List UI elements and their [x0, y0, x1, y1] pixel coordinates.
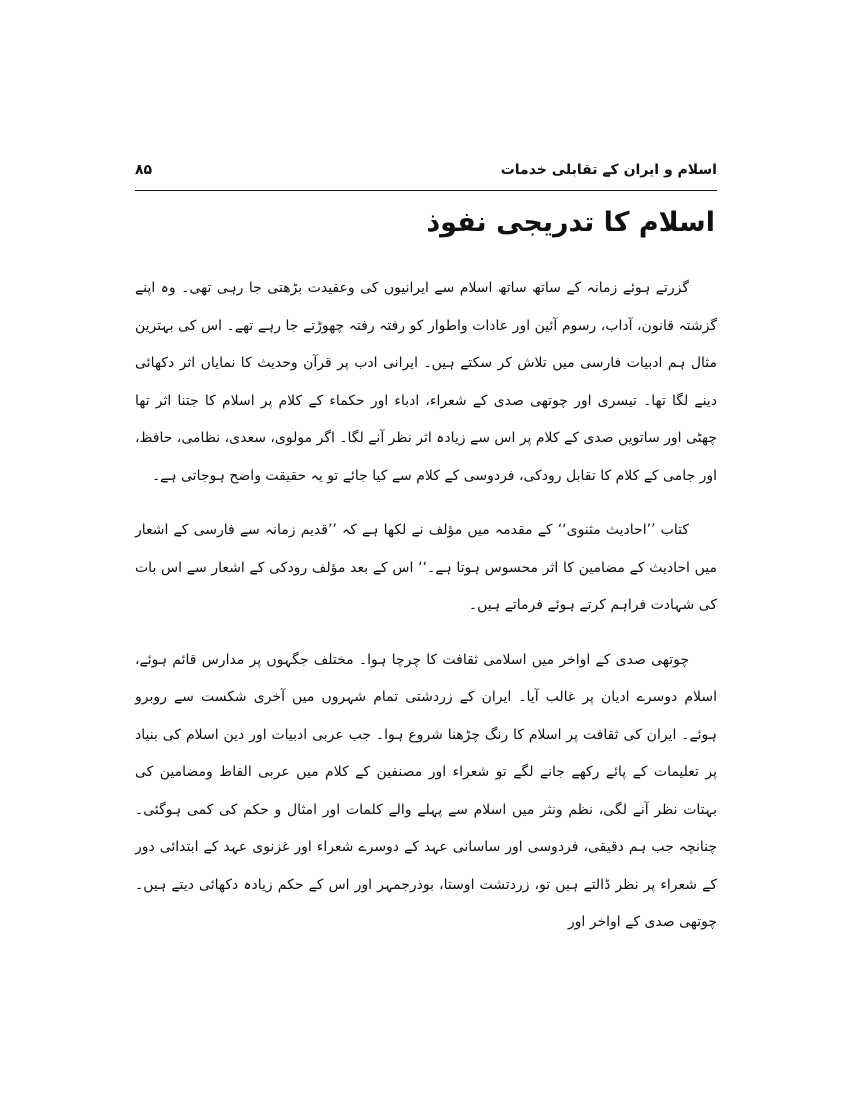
header-rule: [135, 190, 717, 191]
running-header: [135, 160, 717, 188]
paragraph-3: چوتھی صدی کے اواخر میں اسلامی ثقافت کا چرچا ہوا۔ مختلف جگہوں پر مدارس قائم ہوئے، اسلام دوسرے ادیان پر غالب آیا۔ ایران کے زردشتی تمام شہروں میں آخری شکست سے روبرو ہوئے۔ ایران کی ثقافت پر اسلام کا رنگ چڑھنا شروع ہوا۔ جب عربی ادبیات اور دین اسلام کی بنیاد پر تعلیمات کے پائے رکھے جانے لگے تو شعراء اور مصنفین کے کلام میں عربی الفاظ ومضامین کی بہتات نظر آنے لگی، نظم ونثر میں اسلام سے پہلے والے کلمات اور امثال و حکم کی کمی ہوگئی۔ چنانچہ جب ہم دقیقی، فردوسی اور ساسانی عہد کے دوسرے شعراء اور غزنوی عہد کے ابتدائی دور کے شعراء پر نظر ڈالتے ہیں تو، زردتشت اوستا، بوذرجمہر اور اس کے حکم زیادہ دکھائی دیتے ہیں۔ چوتھی صدی کے اواخر اور: [135, 651, 717, 930]
paragraph-1: گزرتے ہوئے زمانہ کے ساتھ ساتھ اسلام سے ایرانیوں کی وعقیدت بڑھتی جا رہی تھی۔ وہ اپنے گزشتہ قانون، آداب، رسوم آئین اور عادات واطوار کو رفتہ رفتہ چھوڑتے جا رہے تھے۔ اس کی بہترین مثال ہم ادبیات فارسی میں تلاش کر سکتے ہیں۔ ایرانی ادب پر قرآن وحدیث کا نمایاں اثر دکھائی دینے لگا تھا۔ تیسری اور چوتھی صدی کے شعراء، ادباء اور حکماء کے کلام پر اسلام کا جتنا اثر تھا چھٹی اور ساتویں صدی کے کلام پر اس سے زیادہ اثر نظر آنے لگا۔ اگر مولوی، سعدی، نظامی، حافظ، اور جامی کے کلام کا تقابل رودکی، فردوسی کے کلام سے کیا جائے تو یہ حقیقت واضح ہوجاتی ہے۔: [135, 280, 717, 484]
body-text: [135, 270, 717, 959]
running-header-title: اسلام و ایران کے تقابلی خدمات: [500, 162, 717, 178]
section-heading: اسلام کا تدریجی نفوذ: [426, 207, 715, 238]
paragraph-2: کتاب ’’احادیث مثنوی‘‘ کے مقدمہ میں مؤلف نے لکھا ہے کہ ’’قدیم زمانہ سے فارسی کے اشعار میں احادیث کے مضامین کا اثر محسوس ہوتا ہے۔‘‘ اس کے بعد مؤلف رودکی کے اشعار سے اس بات کی شہادت فراہم کرتے ہوئے فرماتے ہیں۔: [135, 522, 717, 613]
page-number: ۸۵: [135, 162, 153, 178]
